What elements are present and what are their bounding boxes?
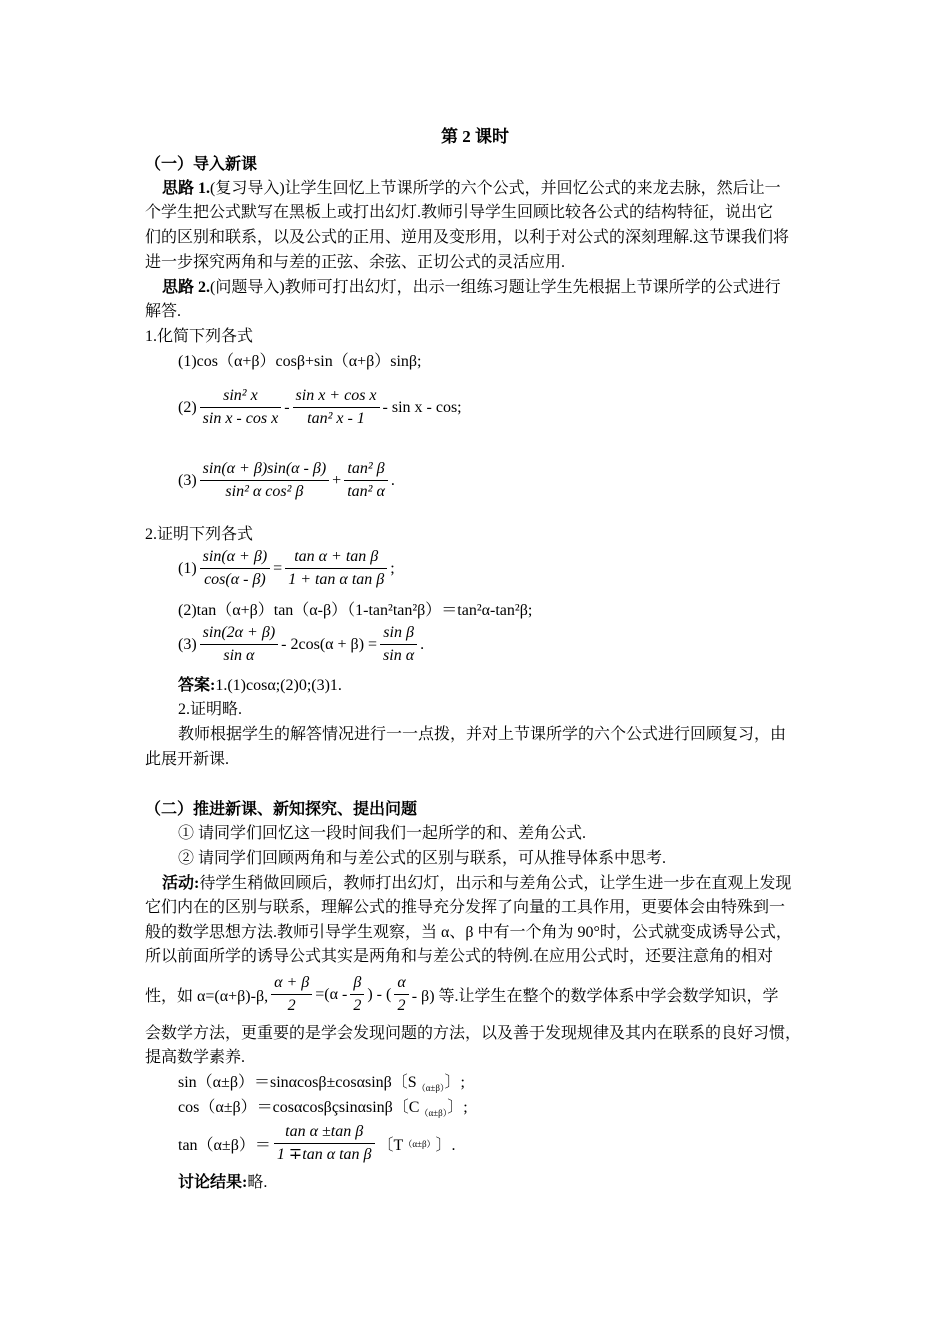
fraction: $\frac{\alpha + \beta}{2}$ [271, 974, 312, 1015]
fraction: $\frac{\text{tan² β}}{\text{tan² α}}$ [344, 460, 388, 501]
teacher-line-2: 此展开新课. [145, 751, 230, 768]
fraction: $\frac{\text{tan α + tan β}}{\text{1 + tan α tan β}}$ [285, 548, 387, 589]
idea1-line-3: 们的区别和联系，以及公式的正用、逆用及变形用，以利于对公式的深刻理解.这节课我们将 [145, 229, 790, 246]
q2-heading: 2.证明下列各式 [145, 526, 254, 543]
question-item-2: ② 请同学们回顾两角和与差公式的区别与联系，可从推导体系中思考. [178, 850, 667, 867]
q2-item-2: (2)tan（α+β）tan（α-β）（1-tan²tan²β）＝tan²α-tan²β; [178, 602, 533, 619]
discussion-line: 讨论结果:略. [178, 1174, 268, 1191]
activity-line-4: 所以前面所学的诱导公式其实是两角和与差公式的特例.在应用公式时，还要注意角的相对 [145, 948, 774, 965]
q2-item-1: (1) $\frac{\sin(\alpha + \beta)}{\cos(\alpha - \beta)}$ = $\frac{\text{tan α + tan β}}{\text{1 + tan α tan β}}$ ; [178, 548, 395, 588]
formula-tan: tan（α±β）＝ $\frac{\text{tan α ±tan β}}{\text{1 ∓tan α tan β}}$ 〔T （α±β） 〕. [178, 1123, 456, 1163]
fraction: $\frac{\text{sin β}}{\text{sin α}}$ [380, 624, 417, 665]
q1-item-1: (1)cos（α+β）cosβ+sin（α+β）sinβ; [178, 353, 422, 370]
fraction: $\frac{\beta}{2}$ [350, 974, 364, 1015]
discussion-label: 讨论结果: [178, 1174, 248, 1191]
formula-cos: cos（α±β）＝cosαcosβçsinαsinβ〔$C_{(\alpha\pm\beta)}$〕; [178, 1099, 468, 1119]
fraction: $\frac{\sin(2\alpha + \beta)}{\text{sin α}}$ [200, 624, 279, 665]
answer-line-2: 2.证明略. [178, 701, 243, 718]
q2-item-3: (3) $\frac{\sin(2\alpha + \beta)}{\text{sin α}}$ - 2cos(α + β) = $\frac{\text{sin β}}{\text{sin α}}$ . [178, 624, 425, 664]
fraction: $\frac{\text{sin x + cos x}}{\text{tan² x - 1}}$ [293, 387, 380, 428]
activity-line-1: 活动:待学生稍做回顾后，教师打出幻灯，出示和与差角公式，让学生进一步在直观上发现 [162, 875, 792, 892]
activity-line-2: 它们内在的区别与联系，理解公式的推导充分发挥了向量的工具作用，更要体会由特殊到一 [145, 899, 786, 916]
fraction: $\frac{\alpha}{2}$ [394, 974, 408, 1015]
fraction: $\frac{\text{sin² x}}{\text{sin x - cos x}}$ [200, 387, 282, 428]
idea2-line-2: 解答. [145, 303, 182, 320]
idea2-label: 思路 2. [162, 279, 211, 296]
fraction: $\frac{\text{tan α ±tan β}}{\text{1 ∓tan α tan β}}$ [274, 1123, 375, 1164]
fraction: $\frac{\sin(\alpha + \beta)\sin(\alpha - \beta)}{\text{sin² α cos² β}}$ [200, 460, 330, 501]
activity-line-3: 般的数学思想方法.教师引导学生观察，当 α、β 中有一个角为 90°时，公式就变成诱导公式， [145, 924, 792, 941]
q1-heading: 1.化简下列各式 [145, 328, 254, 345]
idea1-line-1: 思路 1.(复习导入)让学生回忆上节课所学的六个公式，并回忆公式的来龙去脉，然后让一 [162, 180, 781, 197]
activity-line-5: 性，如 α=(α+β)-β, $\frac{\alpha + \beta}{2}$ =(α - $\frac{\beta}{2}$ ) - ( $\frac{\alpha}{2}$ - β) 等.让学生在整个的数学体系中学会数学知识，学 [145, 974, 779, 1014]
question-item-1: ① 请同学们回忆这一段时间我们一起所学的和、差角公式. [178, 825, 587, 842]
formula-sin: sin（α±β）＝sinαcosβ±cosαsinβ〔$S_{(\alpha\pm\beta)}$〕; [178, 1074, 465, 1094]
idea1-label: 思路 1. [162, 180, 211, 197]
teacher-line-1: 教师根据学生的解答情况进行一一点拨，并对上节课所学的六个公式进行回顾复习，由 [178, 726, 787, 743]
idea2-line-1: 思路 2.(问题导入)教师可打出幻灯，出示一组练习题让学生先根据上节课所学的公式进行 [162, 279, 781, 296]
q1-item-3: (3) $\frac{\sin(\alpha + \beta)\sin(\alpha - \beta)}{\text{sin² α cos² β}}$ + $\frac{\text{tan² β}}{\text{tan² α}}$ . [178, 460, 395, 500]
activity-line-7: 提高数学素养. [145, 1049, 246, 1066]
lesson-title: 第 2 课时 [441, 127, 509, 146]
idea1-line-2: 个学生把公式默写在黑板上或打出幻灯.教师引导学生回顾比较各公式的结构特征，说出它 [145, 204, 774, 221]
section2-heading: （二）推进新课、新知探究、提出问题 [145, 801, 418, 818]
section1-heading: （一）导入新课 [145, 156, 258, 173]
activity-label: 活动: [162, 875, 200, 892]
fraction: $\frac{\sin(\alpha + \beta)}{\cos(\alpha - \beta)}$ [200, 548, 271, 589]
answer-label: 答案: [178, 677, 216, 694]
answer-line: 答案:1.(1)cosα;(2)0;(3)1. [178, 677, 342, 694]
idea1-line-4: 进一步探究两角和与差的正弦、余弦、正切公式的灵活应用. [145, 254, 566, 271]
activity-line-6: 会数学方法，更重要的是学会发现问题的方法，以及善于发现规律及其内在联系的良好习惯， [145, 1025, 802, 1042]
q1-item-2: (2) $\frac{\text{sin² x}}{\text{sin x - cos x}}$ - $\frac{\text{sin x + cos x}}{\text{tan² x - 1}}$ - sin x - cos ; [178, 387, 462, 427]
